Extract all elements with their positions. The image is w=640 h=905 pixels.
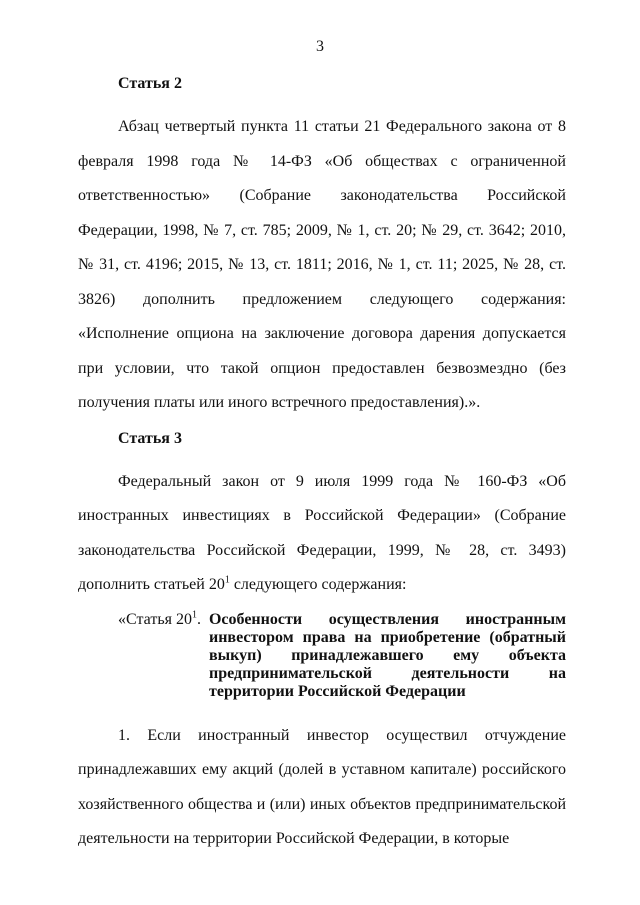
new-article-paragraph-1 xyxy=(78,719,566,857)
new-article-label-prefix: «Статья 20 xyxy=(118,610,192,628)
new-article-label xyxy=(118,611,209,701)
new-article-label-superscript: 1 xyxy=(191,609,197,621)
new-article-paragraph-1-content: 1. Если иностранный инвестор осуществил отчуждение принадлежавших ему акций (долей в уставном капитале) российского хозяйственного общества и (или) иных объектов предпринимательской деятельности на территории Российской Федерации, в которые xyxy=(78,726,566,847)
article-2-heading: Статья 2 xyxy=(118,75,182,92)
new-article-heading-block xyxy=(118,611,566,701)
document-body xyxy=(78,70,566,857)
article-3-text-after: следующего содержания: xyxy=(229,576,407,593)
article-2-text-content: Абзац четвертый пункта 11 статьи 21 Федерального закона от 8 февраля 1998 года № 14-ФЗ «Об обществах с ограниченной ответственностью» (Собрание законодательства Российской Федерации, 1998, № 7, ст. 785; 2009, № 1, ст. 20; № 29, ст. 3642; 2010, № 31, ст. 4196; 2015, № 13, ст. 1811; 2016, № 1, ст. 11; 2025, № 28, ст. 3826) дополнить предложением следующего содержания: «Исполнение опциона на заключение договора дарения допускается при условии, что такой опцион предоставлен безвозмездно (без получения платы или иного встречного предоставления).». xyxy=(78,118,566,411)
page-number: 3 xyxy=(316,38,324,55)
article-3-heading: Статья 3 xyxy=(118,429,182,447)
article-3-superscript: 1 xyxy=(224,574,230,586)
article-3-text-before: Федеральный закон от 9 июля 1999 года № 160-ФЗ «Об иностранных инвестициях в Российской Федерации» (Собрание законодательства Российской Федерации, 1999, № 28, ст. 3493) дополнить статьей 20 xyxy=(78,472,566,593)
article-2-text xyxy=(78,110,566,421)
new-article-label-suffix: . xyxy=(196,610,201,628)
article-3-text xyxy=(78,465,566,603)
new-article-title: Особенности осуществления иностранным инвестором права на приобретение (обратный выкуп) принадлежавшего ему объекта предпринимательской деятельности на территории Российской Федерации xyxy=(208,610,566,700)
